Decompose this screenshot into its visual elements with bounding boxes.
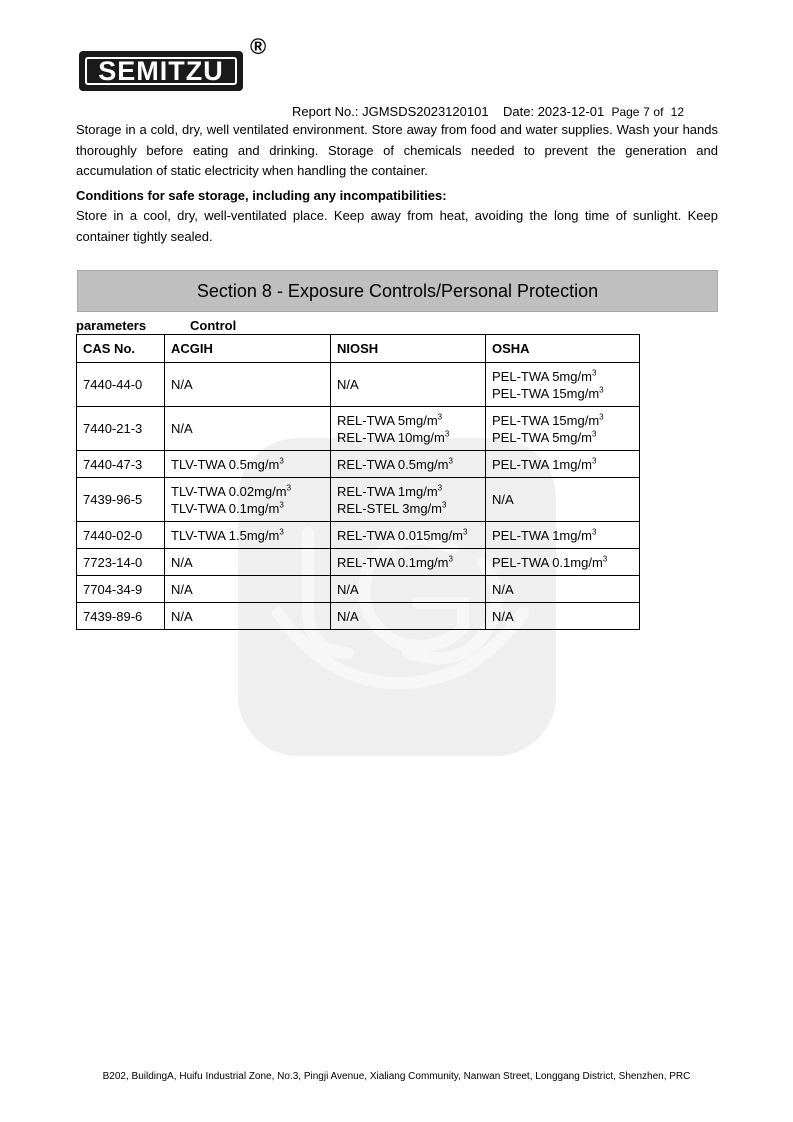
acgih-value: TLV-TWA $0.5mg/m^3$ bbox=[171, 456, 284, 472]
table-row bbox=[77, 363, 640, 407]
unit-superscript: 3 bbox=[591, 368, 597, 378]
cas-number-cell: 7439-89-6 bbox=[77, 603, 165, 630]
osha-cell bbox=[486, 522, 640, 549]
niosh-value: REL-STEL $3mg/m^3$ bbox=[337, 500, 447, 516]
table-row bbox=[77, 478, 640, 522]
control-label: Control bbox=[190, 318, 237, 333]
niosh-cell bbox=[331, 363, 486, 407]
osha-cell bbox=[486, 549, 640, 576]
acgih-value: N/A bbox=[171, 554, 193, 570]
osha-cell bbox=[486, 363, 640, 407]
unit-superscript: 3 bbox=[279, 456, 284, 466]
table-row bbox=[77, 603, 640, 630]
unit-superscript: 3 bbox=[591, 527, 597, 537]
table-row bbox=[77, 451, 640, 478]
unit-superscript: 3 bbox=[442, 500, 447, 510]
unit-superscript: 3 bbox=[591, 456, 597, 466]
section-title: Section 8 - Exposure Controls/Personal Protection bbox=[77, 270, 718, 312]
cas-number-cell: 7439-96-5 bbox=[77, 478, 165, 522]
osha-value: PEL-TWA $5mg/m^3$ bbox=[492, 429, 597, 445]
acgih-cell bbox=[165, 576, 331, 603]
niosh-value: N/A bbox=[337, 377, 359, 392]
osha-value: N/A bbox=[492, 492, 514, 507]
niosh-cell bbox=[331, 451, 486, 478]
report-date: Date: 2023-12-01 bbox=[503, 104, 605, 119]
acgih-value: TLV-TWA $0.1mg/m^3$ bbox=[171, 500, 284, 516]
acgih-value: TLV-TWA $1.5mg/m^3$ bbox=[171, 527, 284, 543]
acgih-cell bbox=[165, 603, 331, 630]
cas-number-cell: 7440-44-0 bbox=[77, 363, 165, 407]
unit-superscript: 3 bbox=[279, 500, 284, 510]
header-cas: CAS No. bbox=[77, 335, 165, 363]
page-total: 12 bbox=[670, 105, 685, 119]
unit-superscript: 3 bbox=[602, 554, 608, 564]
acgih-cell bbox=[165, 407, 331, 451]
niosh-value: REL-TWA $0.5mg/m^3$ bbox=[337, 456, 453, 472]
exposure-limits-table bbox=[76, 334, 640, 630]
osha-cell bbox=[486, 478, 640, 522]
unit-superscript: 3 bbox=[279, 527, 284, 537]
osha-value: PEL-TWA $15mg/m^3$ bbox=[492, 412, 604, 428]
osha-cell bbox=[486, 407, 640, 451]
cas-number-cell: 7723-14-0 bbox=[77, 549, 165, 576]
acgih-value: N/A bbox=[171, 608, 193, 624]
logo-text: SEMITZU bbox=[85, 57, 237, 85]
niosh-value: REL-TWA $5mg/m^3$ bbox=[337, 412, 443, 428]
unit-superscript: 3 bbox=[462, 527, 468, 537]
report-number: Report No.: JGMSDS2023120101 bbox=[292, 104, 489, 119]
unit-superscript: 3 bbox=[591, 429, 597, 439]
table-row bbox=[77, 576, 640, 603]
unit-superscript: 3 bbox=[444, 429, 450, 439]
osha-value: PEL-TWA $15mg/m^3$ bbox=[492, 385, 604, 401]
unit-superscript: 3 bbox=[286, 483, 292, 493]
header-acgih: ACGIH bbox=[165, 335, 331, 363]
company-logo bbox=[79, 51, 243, 91]
niosh-cell bbox=[331, 603, 486, 630]
osha-value: PEL-TWA $0.1mg/m^3$ bbox=[492, 554, 608, 570]
cas-number-cell: 7704-34-9 bbox=[77, 576, 165, 603]
osha-value: PEL-TWA $5mg/m^3$ bbox=[492, 368, 597, 384]
niosh-value: N/A bbox=[337, 608, 359, 624]
osha-cell bbox=[486, 576, 640, 603]
table-row bbox=[77, 522, 640, 549]
cas-number-cell: 7440-21-3 bbox=[77, 407, 165, 451]
cas-number-cell: 7440-47-3 bbox=[77, 451, 165, 478]
page-label: Page bbox=[611, 105, 640, 119]
unit-superscript: 3 bbox=[599, 385, 604, 395]
niosh-cell bbox=[331, 522, 486, 549]
niosh-cell bbox=[331, 549, 486, 576]
acgih-value: N/A bbox=[171, 421, 193, 436]
osha-value: PEL-TWA $1mg/m^3$ bbox=[492, 456, 597, 472]
niosh-value: REL-TWA $0.015mg/m^3$ bbox=[337, 527, 468, 543]
header-niosh: NIOSH bbox=[331, 335, 486, 363]
parameters-label: parameters bbox=[76, 318, 147, 333]
cas-number-cell: 7440-02-0 bbox=[77, 522, 165, 549]
niosh-value: N/A bbox=[337, 581, 359, 597]
header-osha: OSHA bbox=[486, 335, 640, 363]
niosh-cell bbox=[331, 478, 486, 522]
unit-superscript: 3 bbox=[448, 554, 453, 564]
unit-superscript: 3 bbox=[448, 456, 453, 466]
acgih-cell bbox=[165, 451, 331, 478]
acgih-cell bbox=[165, 549, 331, 576]
footer-address: B202, BuildingA, Huifu Industrial Zone, No.3, Pingji Avenue, Xialiang Community, Nanwan Street, Longgang District, Shenzhen, PRC bbox=[102, 1071, 691, 1082]
table-row bbox=[77, 549, 640, 576]
acgih-cell bbox=[165, 478, 331, 522]
osha-value: N/A bbox=[492, 581, 514, 597]
conditions-heading: Conditions for safe storage, including any incompatibilities: bbox=[76, 188, 447, 203]
acgih-value: N/A bbox=[171, 377, 193, 392]
unit-superscript: 3 bbox=[437, 412, 443, 422]
niosh-value: REL-TWA $1mg/m^3$ bbox=[337, 483, 443, 499]
storage-paragraph: Storage in a cold, dry, well ventilated environment. Store away from food and water supplies. Wash your hands thoroughly before eating and drinking. Storage of chemicals needed to prevent the generation and accumulation of static electricity when handling the container. bbox=[76, 122, 718, 178]
acgih-value: N/A bbox=[171, 581, 193, 597]
osha-value: N/A bbox=[492, 608, 514, 624]
table-body bbox=[77, 363, 640, 630]
page-of: of bbox=[653, 105, 664, 119]
table-header-row bbox=[77, 335, 640, 363]
osha-cell bbox=[486, 603, 640, 630]
unit-superscript: 3 bbox=[599, 412, 604, 422]
table-row bbox=[77, 407, 640, 451]
registered-trademark-icon: ® bbox=[250, 34, 267, 59]
niosh-value: REL-TWA $0.1mg/m^3$ bbox=[337, 554, 453, 570]
page-number: 7 bbox=[643, 105, 650, 119]
unit-superscript: 3 bbox=[437, 483, 443, 493]
acgih-cell bbox=[165, 363, 331, 407]
niosh-cell bbox=[331, 576, 486, 603]
conditions-paragraph: Store in a cool, dry, well-ventilated place. Keep away from heat, avoiding the long time of sunlight. Keep container tightly sealed. bbox=[76, 208, 718, 244]
osha-cell bbox=[486, 451, 640, 478]
niosh-value: REL-TWA $10mg/m^3$ bbox=[337, 429, 450, 445]
niosh-cell bbox=[331, 407, 486, 451]
acgih-value: TLV-TWA $0.02mg/m^3$ bbox=[171, 483, 292, 499]
report-info bbox=[292, 104, 684, 119]
osha-value: PEL-TWA $1mg/m^3$ bbox=[492, 527, 597, 543]
acgih-cell bbox=[165, 522, 331, 549]
